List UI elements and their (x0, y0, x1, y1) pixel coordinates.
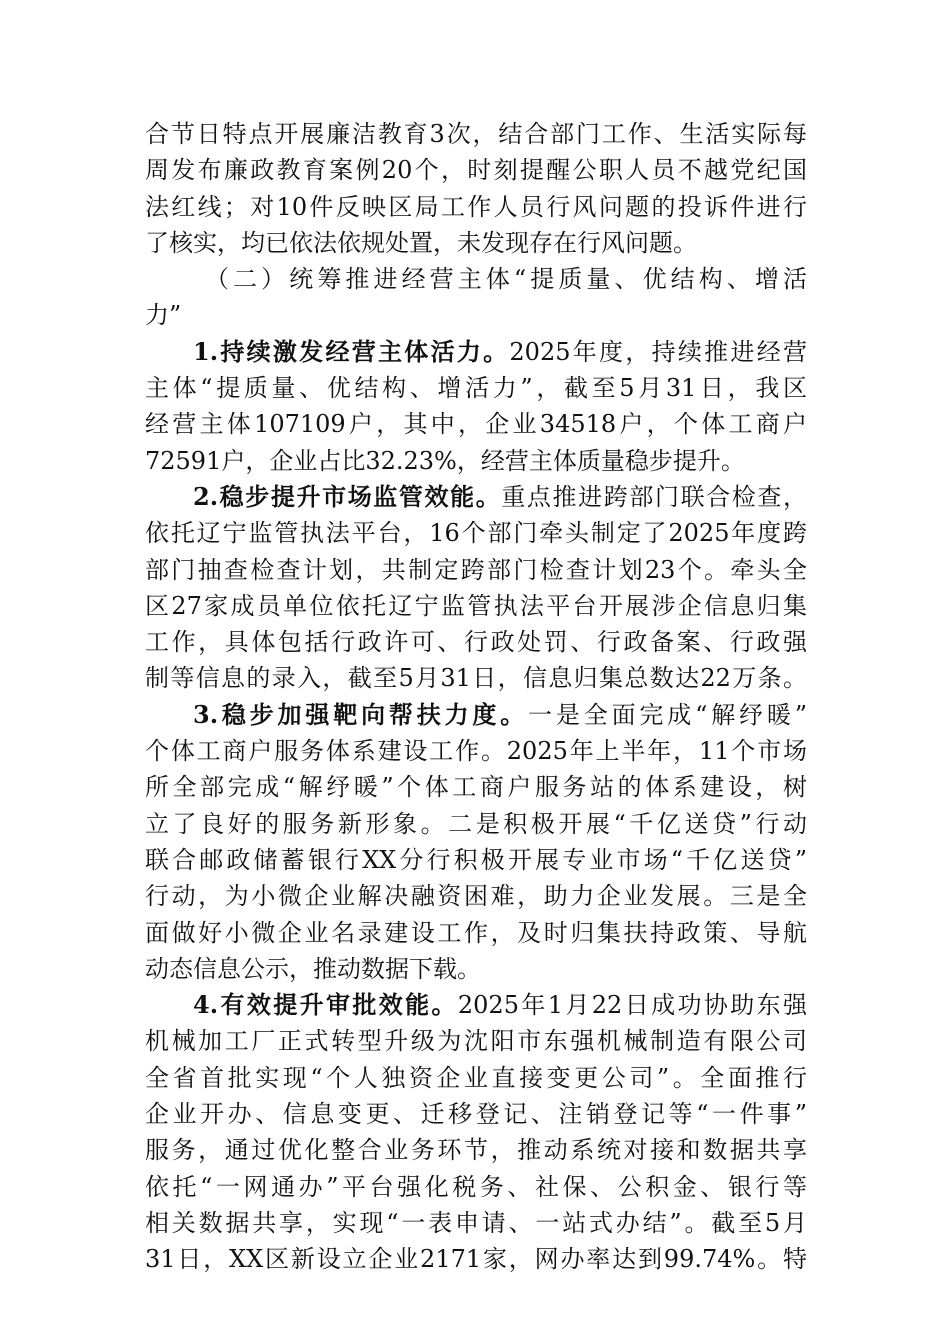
text-line (145, 588, 807, 624)
document-page (145, 116, 807, 1278)
body-text: 个体工商户服务体系建设工作。2025年上半年，11个市场 (145, 737, 807, 766)
body-text: 动态信息公示，推动数据下载。 (145, 954, 481, 983)
text-line (145, 842, 807, 878)
text-line (145, 552, 807, 588)
text-line (145, 697, 807, 733)
text-line (145, 878, 807, 914)
body-text: 2025年度，持续推进经营 (509, 337, 807, 366)
body-text: 依托辽宁监管执法平台，16个部门牵头制定了2025年度跨 (145, 519, 807, 548)
text-line (145, 297, 807, 333)
text-line (145, 1132, 807, 1168)
body-text: 立了良好的服务新形象。二是积极开展“千亿送贷”行动 (145, 809, 807, 838)
text-line (145, 1023, 807, 1059)
text-line (145, 406, 807, 442)
body-text: 力” (145, 301, 182, 330)
text-line (145, 116, 807, 152)
body-text: 了核实，均已依法依规处置，未发现存在行风问题。 (145, 228, 697, 257)
text-line (145, 915, 807, 951)
text-line (145, 624, 807, 660)
text-line (145, 1241, 807, 1277)
text-line (145, 951, 807, 987)
document-body (145, 116, 807, 1278)
text-line (145, 261, 807, 297)
body-text: 法红线；对10件反映区局工作人员行风问题的投诉件进行 (145, 192, 807, 221)
text-line (145, 152, 807, 188)
body-text: 所全部完成“解纾暖”个体工商户服务站的体系建设，树 (145, 773, 807, 802)
body-text: 经营主体107109户，其中，企业34518户，个体工商户 (145, 410, 807, 439)
body-text: 72591户，企业占比32.23%，经营主体质量稳步提升。 (145, 446, 745, 475)
text-line (145, 515, 807, 551)
section-heading: 3.稳步加强靶向帮扶力度。 (193, 699, 529, 729)
body-text: 重点推进跨部门联合检查， (501, 482, 807, 511)
text-line (145, 1169, 807, 1205)
body-text: 企业开办、信息变更、迁移登记、注销登记等“一件事” (145, 1100, 807, 1129)
text-line (145, 660, 807, 696)
text-line (145, 769, 807, 805)
text-line (145, 1096, 807, 1132)
body-text: 区27家成员单位依托辽宁监管执法平台开展涉企信息归集 (145, 591, 807, 620)
body-text: 制等信息的录入，截至5月31日，信息归集总数达22万条。 (145, 664, 807, 693)
text-line (145, 225, 807, 261)
body-text: （二）统筹推进经营主体“提质量、优结构、增活 (205, 265, 807, 294)
body-text: 相关数据共享，实现“一表申请、一站式办结”。截至5月 (145, 1208, 807, 1237)
section-heading: 2.稳步提升市场监管效能。 (193, 481, 502, 511)
body-text: 联合邮政储蓄银行XX分行积极开展专业市场“千亿送贷” (145, 845, 807, 874)
text-line (145, 1205, 807, 1241)
body-text: 工作，具体包括行政许可、行政处罚、行政备案、行政强 (145, 628, 807, 657)
text-line (145, 334, 807, 370)
body-text: 行动，为小微企业解决融资困难，助力企业发展。三是全 (145, 882, 807, 911)
body-text: 服务，通过优化整合业务环节，推动系统对接和数据共享 (145, 1136, 807, 1165)
body-text: 机械加工厂正式转型升级为沈阳市东强机械制造有限公司 (145, 1027, 807, 1056)
text-line (145, 987, 807, 1023)
body-text: 周发布廉政教育案例20个，时刻提醒公职人员不越党纪国 (145, 156, 807, 185)
body-text: 全省首批实现“个人独资企业直接变更公司”。全面推行 (145, 1063, 807, 1092)
body-text: 合节日特点开展廉洁教育3次，结合部门工作、生活实际每 (145, 120, 807, 148)
text-line (145, 189, 807, 225)
body-text: 2025年1月22日成功协助东强 (457, 991, 807, 1020)
body-text: 主体“提质量、优结构、增活力”，截至5月31日，我区 (145, 374, 807, 403)
body-text: 部门抽查检查计划，共制定跨部门检查计划23个。牵头全 (145, 555, 807, 584)
text-line (145, 370, 807, 406)
body-text: 31日，XX区新设立企业2171家，网办率达到99.74%。特 (145, 1245, 807, 1274)
text-line (145, 733, 807, 769)
body-text: 依托“一网通办”平台强化税务、社保、公积金、银行等 (145, 1172, 807, 1201)
section-heading: 4.有效提升审批效能。 (193, 990, 458, 1020)
text-line (145, 443, 807, 479)
text-line (145, 1060, 807, 1096)
body-text: 一是全面完成“解纾暖” (528, 700, 807, 729)
body-text: 面做好小微企业名录建设工作，及时归集扶持政策、导航 (145, 918, 807, 947)
text-line (145, 806, 807, 842)
section-heading: 1.持续激发经营主体活力。 (193, 336, 510, 366)
text-line (145, 479, 807, 515)
